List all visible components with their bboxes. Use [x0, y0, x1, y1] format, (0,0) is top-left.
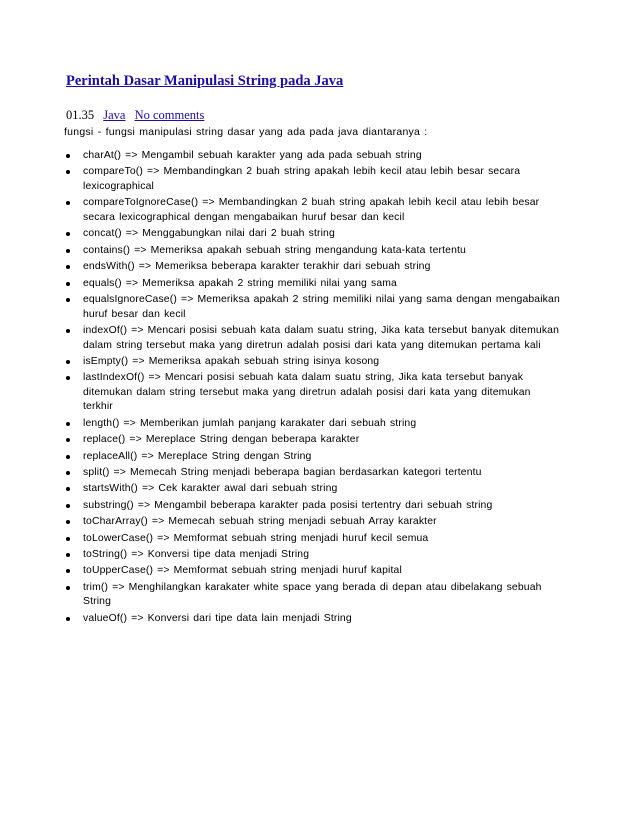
- list-item: [63, 548, 563, 563]
- bullet-icon: [66, 586, 70, 590]
- list-item-text: equalsIgnoreCase() => Memeriksa apakah 2 string memiliki nilai yang sama dengan mengabaikan huruf besar dan kecil: [83, 293, 560, 320]
- list-item-text: contains() => Memeriksa apakah sebuah string mengandung kata-kata tertentu: [83, 244, 466, 256]
- bullet-icon: [66, 265, 70, 269]
- list-item: [63, 417, 563, 432]
- bullet-icon: [66, 201, 70, 205]
- list-item: [63, 355, 563, 370]
- list-item-text: charAt() => Mengambil sebuah karakter yang ada pada sebuah string: [83, 150, 422, 161]
- bullet-icon: [66, 360, 70, 364]
- post-label-link[interactable]: Java: [103, 108, 126, 122]
- post-meta: [66, 108, 566, 123]
- bullet-icon: [66, 471, 70, 475]
- list-item-text: replace() => Mereplace String dengan beberapa karakter: [83, 434, 360, 446]
- list-item: [63, 581, 563, 610]
- list-item: [63, 371, 563, 415]
- list-item-text: equals() => Memeriksa apakah 2 string memiliki nilai yang sama: [83, 277, 397, 289]
- list-item-text: toLowerCase() => Memformat sebuah string menjadi huruf kecil semua: [83, 532, 429, 544]
- list-item: [63, 450, 563, 465]
- bullet-icon: [66, 422, 70, 426]
- post-time: 01.35: [66, 108, 95, 122]
- list-item: [63, 612, 563, 627]
- list-item: [63, 324, 563, 353]
- list-item-text: length() => Memberikan jumlah panjang karakater dari sebuah string: [83, 417, 417, 429]
- bullet-icon: [66, 154, 70, 158]
- list-item-text: valueOf() => Konversi dari tipe data lain menjadi String: [83, 612, 352, 624]
- list-item: [63, 196, 563, 225]
- list-item-text: split() => Memecah String menjadi beberapa bagian berdasarkan kategori tertentu: [83, 467, 482, 479]
- bullet-icon: [66, 455, 70, 459]
- list-item: [63, 499, 563, 514]
- list-item-text: lastIndexOf() => Mencari posisi sebuah kata dalam suatu string, Jika kata tersebut banyak ditemukan dalam string tersebut maka yang diretrun adalah posisi dari kata yang ditemukan terkhir: [83, 372, 531, 413]
- bullet-icon: [66, 232, 70, 236]
- list-item: [63, 227, 563, 242]
- bullet-icon: [66, 376, 70, 380]
- post-title-link[interactable]: Perintah Dasar Manipulasi String pada Java: [66, 73, 344, 89]
- bullet-icon: [66, 438, 70, 442]
- bullet-icon: [66, 170, 70, 174]
- bullet-icon: [66, 537, 70, 541]
- bullet-icon: [66, 487, 70, 491]
- post-comments-link[interactable]: No comments: [134, 108, 205, 122]
- list-item: [63, 466, 563, 481]
- bullet-icon: [66, 504, 70, 508]
- bullet-icon: [66, 520, 70, 524]
- list-item: [63, 149, 563, 164]
- list-item: [63, 515, 563, 530]
- list-item-text: endsWith() => Memeriksa beberapa karakter terakhir dari sebuah string: [83, 261, 431, 273]
- list-item: [63, 277, 563, 292]
- list-item-text: toString() => Konversi tipe data menjadi String: [83, 548, 310, 560]
- bullet-icon: [66, 617, 70, 621]
- list-item: [63, 482, 563, 497]
- bullet-icon: [66, 329, 70, 333]
- bullet-icon: [66, 553, 70, 557]
- list-item: [63, 165, 563, 194]
- list-item-text: replaceAll() => Mereplace String dengan String: [83, 450, 312, 462]
- list-item-text: indexOf() => Mencari posisi sebuah kata dalam suatu string, Jika kata tersebut banyak ditemukan dalam string tersebut maka yang diretrun adalah posisi dari kata yang ditemukan pertama kali: [83, 324, 560, 351]
- bullet-icon: [66, 249, 70, 253]
- list-item-text: substring() => Mengambil beberapa karakter pada posisi tertentry dari sebuah string: [83, 499, 493, 511]
- bullet-icon: [66, 569, 70, 573]
- post-intro: fungsi - fungsi manipulasi string dasar yang ada pada java diantaranya :: [64, 126, 428, 138]
- list-item-text: compareToIgnoreCase() => Membandingkan 2 buah string apakah lebih kecil atau lebih besar secara lexicographical dengan mengabaikan huruf besar dan kecil: [83, 197, 540, 223]
- list-item-text: isEmpty() => Memeriksa apakah sebuah string isinya kosong: [83, 355, 380, 367]
- list-item: [63, 532, 563, 547]
- list-item-text: concat() => Menggabungkan nilai dari 2 buah string: [83, 228, 335, 240]
- function-list: [66, 149, 566, 626]
- post-container: [66, 72, 566, 628]
- list-item-text: startsWith() => Cek karakter awal dari sebuah string: [83, 483, 338, 495]
- list-item: [63, 260, 563, 275]
- list-item-text: trim() => Menghilangkan karakater white space yang berada di depan atau dibelakang sebuah String: [83, 581, 542, 608]
- bullet-icon: [66, 298, 70, 302]
- list-item: [63, 564, 563, 579]
- list-item-text: compareTo() => Membandingkan 2 buah string apakah lebih kecil atau lebih besar secara lexicographical: [83, 166, 521, 192]
- bullet-icon: [66, 282, 70, 286]
- list-item: [63, 433, 563, 448]
- list-item-text: toCharArray() => Memecah sebuah string menjadi sebuah Array karakter: [83, 516, 437, 528]
- list-item: [63, 293, 563, 322]
- list-item-text: toUpperCase() => Memformat sebuah string menjadi huruf kapital: [83, 565, 402, 577]
- list-item: [63, 244, 563, 259]
